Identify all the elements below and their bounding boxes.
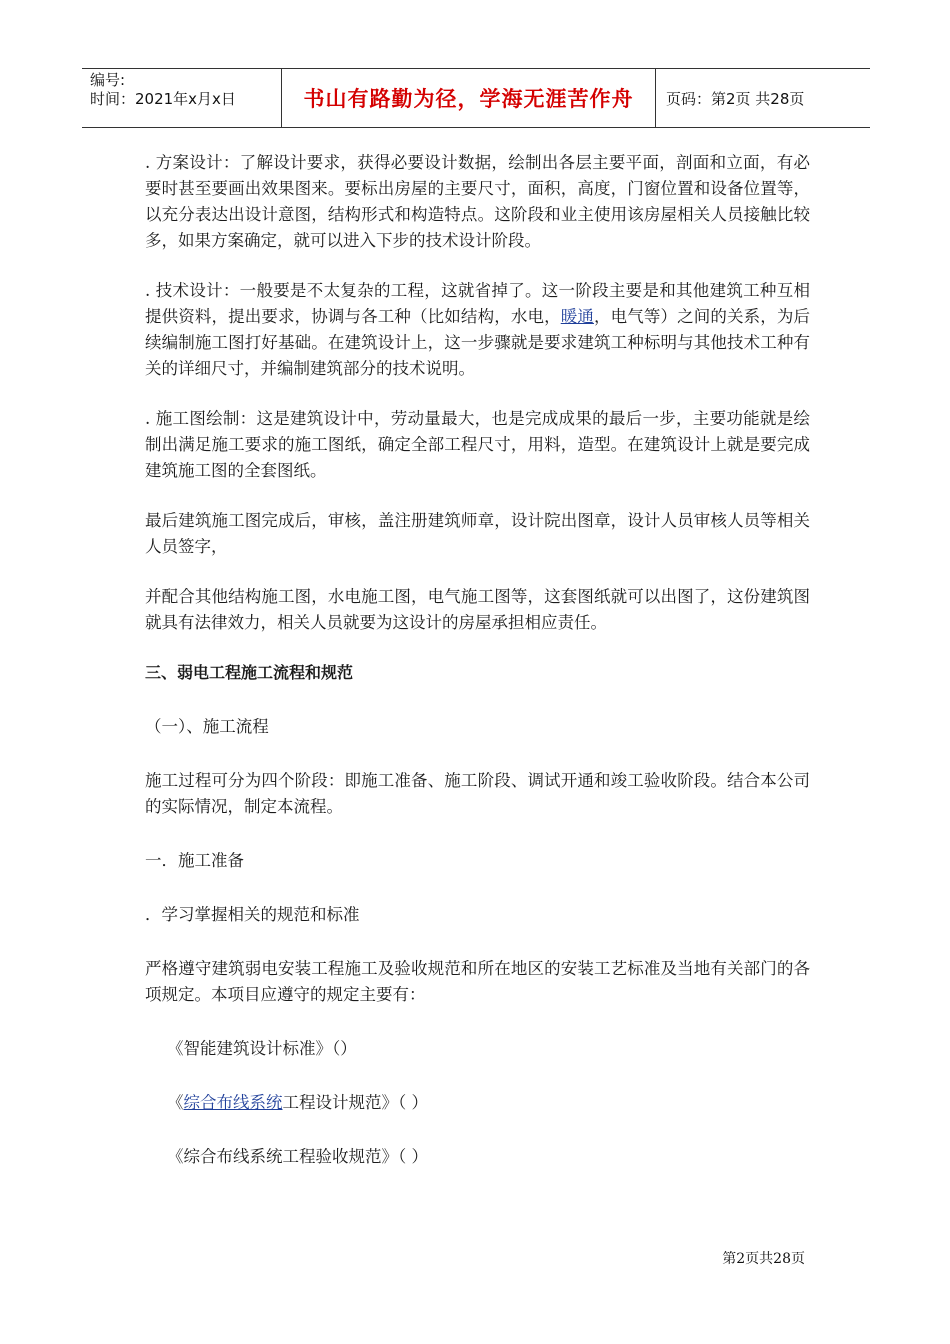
standard-cabling-design-open: 《	[167, 1093, 184, 1112]
link-hvac[interactable]: 暖通	[560, 307, 594, 326]
standard-intelligent-building: 《智能建筑设计标准》（）	[167, 1039, 357, 1058]
standard-cabling-design-rest: 工程设计规范》（ ）	[282, 1093, 428, 1112]
page-footer-number: 第2页共28页	[722, 1251, 805, 1267]
paragraph-technical-design-part2: ，电气等）之间的关系，为后续编制施工图打好基础。在建筑设计上，这一步骤就是要求建筑工种标明与其他技术工种有关的详细尺寸，并编制建筑部分的技术说明。	[145, 307, 811, 378]
paragraph-legal-effect: 并配合其他结构施工图，水电施工图，电气施工图等，这套图纸就可以出图了，这份建筑图就具有法律效力，相关人员就要为这设计的房屋承担相应责任。	[145, 587, 810, 632]
item-construction-preparation: 一．施工准备	[145, 851, 244, 870]
document-number-label: 编号:	[90, 71, 126, 89]
document-date: 时间：2021年x月x日	[90, 90, 236, 108]
paragraph-construction-drawing: . 施工图绘制：这是建筑设计中，劳动量最大，也是完成成果的最后一步，主要功能就是绘制出满足施工要求的施工图纸，确定全部工程尺寸，用料，造型。在建筑设计上就是要完成建筑施工图的全套图纸。	[145, 409, 810, 480]
paragraph-scheme-design: . 方案设计：了解设计要求，获得必要设计数据，绘制出各层主要平面，剖面和立面，有必要时甚至要画出效果图来。要标出房屋的主要尺寸，面积，高度，门窗位置和设备位置等，以充分表达出设计意图，结构形式和构造特点。这阶段和业主使用该房屋相关人员接触比较多，如果方案确定，就可以进入下步的技术设计阶段。	[145, 153, 810, 250]
subsection-heading-process: （一）、施工流程	[145, 717, 269, 736]
header-meta	[82, 69, 282, 127]
section-heading-weak-current: 三、弱电工程施工流程和规范	[145, 663, 354, 682]
link-cabling-system[interactable]: 综合布线系统	[183, 1093, 283, 1112]
paragraph-review: 最后建筑施工图完成后，审核，盖注册建筑师章，设计院出图章，设计人员审核人员等相关人员签字，	[145, 511, 810, 556]
paragraph-technical-design	[145, 278, 810, 382]
standard-cabling-design	[145, 1090, 810, 1116]
paragraph-regulations: 严格遵守建筑弱电安装工程施工及验收规范和所在地区的安装工艺标准及当地有关部门的各项规定。本项目应遵守的规定主要有：	[145, 959, 810, 1004]
paragraph-technical-design-part1: . 技术设计：一般要是不太复杂的工程，这就省掉了。这一阶段主要是和其他建筑工种互相提供资料，提出要求，协调与各工种（比如结构，水电，	[145, 281, 810, 326]
header-motto: 书山有路勤为径，学海无涯苦作舟	[282, 69, 656, 127]
document-body	[145, 150, 810, 1170]
header-page-number: 页码：第2页 共28页	[666, 89, 805, 108]
standard-cabling-acceptance: 《综合布线系统工程验收规范》（ ）	[167, 1147, 428, 1166]
page-header	[82, 68, 870, 128]
paragraph-four-stages: 施工过程可分为四个阶段：即施工准备、施工阶段、调试开通和竣工验收阶段。结合本公司的实际情况，制定本流程。	[145, 771, 810, 816]
header-page-info	[656, 69, 870, 127]
item-learn-standards: ．学习掌握相关的规范和标准	[145, 905, 360, 924]
